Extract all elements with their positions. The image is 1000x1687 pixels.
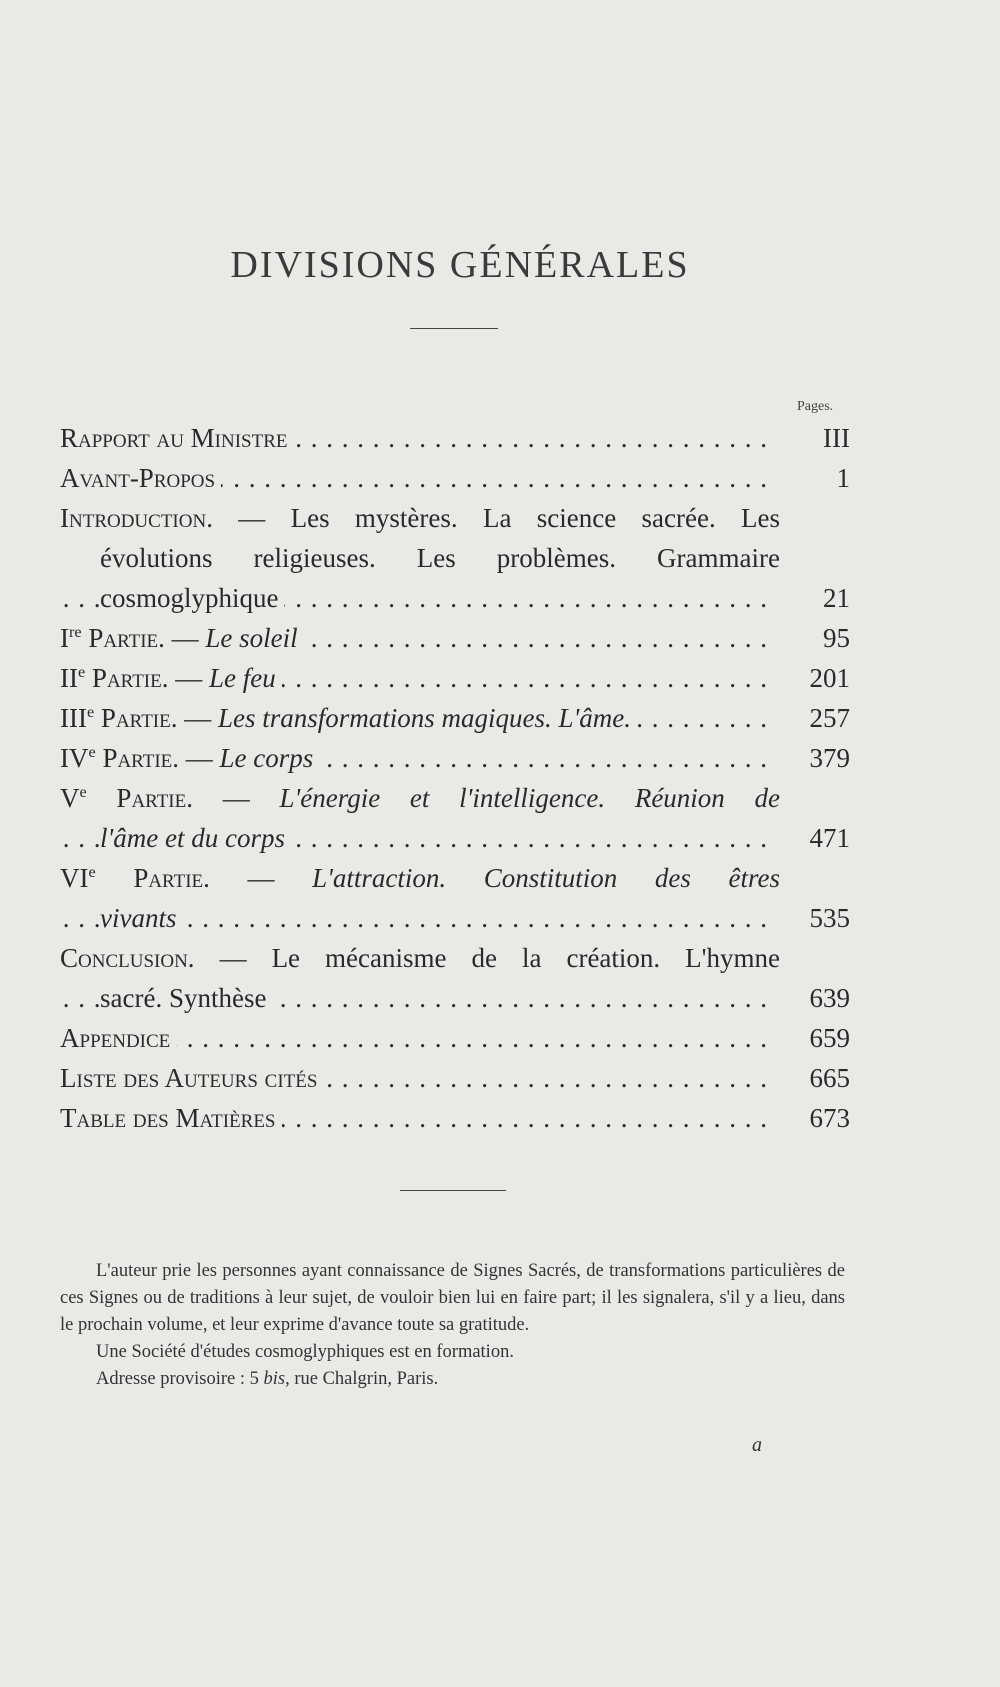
- toc-label: Partie.: [102, 743, 179, 773]
- table-of-contents: [60, 418, 850, 1138]
- title-rule: [410, 328, 498, 329]
- toc-label: Partie.: [91, 663, 169, 693]
- toc-desc: — Le mécanisme de la création. L'hymne: [219, 943, 781, 973]
- toc-entry-partie-1: [60, 618, 850, 658]
- toc-title: L'énergie et l'intelligence. Réunion de: [279, 783, 781, 813]
- toc-page: 659: [809, 1023, 850, 1053]
- toc-title-cont: l'âme et du corps: [100, 823, 291, 853]
- toc-title: Le feu: [208, 663, 276, 693]
- part-number-sup: e: [79, 783, 87, 801]
- toc-title-cont: vivants: [100, 903, 182, 933]
- toc-entry-partie-2: [60, 658, 850, 698]
- toc-page: 257: [809, 703, 850, 733]
- toc-label: Rapport au Ministre: [60, 423, 294, 453]
- section-rule: [400, 1190, 506, 1191]
- toc-entry-rapport: [60, 418, 850, 458]
- part-number-sup: re: [69, 623, 82, 641]
- toc-entry-conclusion: [60, 938, 850, 1018]
- toc-page: 639: [809, 983, 850, 1013]
- toc-label: Partie.: [116, 783, 193, 813]
- part-number: VI: [60, 863, 89, 893]
- toc-entry-appendice: [60, 1018, 850, 1058]
- toc-label: Introduction.: [60, 503, 213, 533]
- part-number: I: [60, 623, 69, 653]
- address-street: , rue Chalgrin, Paris.: [285, 1369, 439, 1389]
- toc-page: 665: [809, 1063, 850, 1093]
- toc-entry-table-matieres: [60, 1098, 850, 1138]
- toc-page: 21: [823, 583, 850, 613]
- toc-entry-partie-5: [60, 778, 850, 858]
- part-number: V: [60, 783, 80, 813]
- toc-entry-avant-propos: [60, 458, 850, 498]
- toc-entry-partie-3: [60, 698, 850, 738]
- toc-title: Le corps: [219, 743, 314, 773]
- toc-page: 471: [809, 823, 850, 853]
- part-number-sup: e: [88, 863, 96, 881]
- toc-label: Partie.: [100, 703, 178, 733]
- toc-page: 673: [809, 1103, 850, 1133]
- toc-desc: évolutions religieuses. Les problèmes. Grammaire: [100, 543, 780, 573]
- toc-dash: —: [222, 783, 280, 813]
- toc-dash: —: [247, 863, 313, 893]
- toc-page: 95: [823, 623, 850, 653]
- toc-label: Appendice: [60, 1023, 176, 1053]
- toc-label: Table des Matières: [60, 1103, 282, 1133]
- toc-page: 379: [809, 743, 850, 773]
- page-folio: a: [752, 1434, 762, 1456]
- toc-page: 1: [836, 463, 850, 493]
- part-number-sup: e: [86, 703, 95, 721]
- toc-desc: — Les mystères. La science sacrée. Les: [238, 503, 780, 533]
- toc-entry-liste-auteurs: [60, 1058, 850, 1098]
- toc-entry-partie-4: [60, 738, 850, 778]
- part-number: IV: [60, 743, 89, 773]
- toc-dash: —: [185, 743, 220, 773]
- toc-title: Le soleil: [205, 623, 298, 653]
- toc-page: 201: [809, 663, 850, 693]
- part-number-sup: e: [77, 663, 86, 681]
- toc-desc: cosmoglyphique: [100, 583, 284, 613]
- toc-label: Partie.: [88, 623, 165, 653]
- toc-label: Conclusion.: [60, 943, 195, 973]
- toc-title: L'attraction. Constitution des êtres: [312, 863, 781, 893]
- note-paragraph: Une Société d'études cosmoglyphiques est en formation.: [96, 1342, 514, 1362]
- pages-column-label: Pages.: [797, 399, 834, 414]
- note-address: [60, 1366, 845, 1393]
- address-bis: bis: [263, 1369, 286, 1389]
- toc-label: Avant-Propos: [60, 463, 221, 493]
- toc-dash: —: [184, 703, 218, 733]
- address-prefix: Adresse provisoire : 5: [96, 1369, 264, 1389]
- toc-entry-partie-6: [60, 858, 850, 938]
- toc-entry-introduction: [60, 498, 850, 618]
- part-number-sup: e: [88, 743, 96, 761]
- author-note: [60, 1258, 845, 1393]
- part-number: III: [60, 703, 87, 733]
- toc-page: 535: [809, 903, 850, 933]
- toc-label: Liste des Auteurs cités: [60, 1063, 323, 1093]
- note-paragraph: L'auteur prie les personnes ayant connaissance de Signes Sacrés, de transformations particulières de ces Signes ou de traditions à leur sujet, de vouloir bien lui en faire part; il les signalera, s'il y a lieu, dans le prochain volume, et leur exprime d'avance toute sa gratitude.: [60, 1261, 845, 1335]
- part-number: II: [60, 663, 78, 693]
- toc-dash: —: [175, 663, 209, 693]
- toc-dash: —: [171, 623, 206, 653]
- page-title: DIVISIONS GÉNÉRALES: [230, 244, 690, 286]
- toc-title: Les transformations magiques. L'âme.: [217, 703, 632, 733]
- toc-desc: sacré. Synthèse: [100, 983, 272, 1013]
- toc-label: Partie.: [133, 863, 210, 893]
- toc-page: III: [823, 423, 850, 453]
